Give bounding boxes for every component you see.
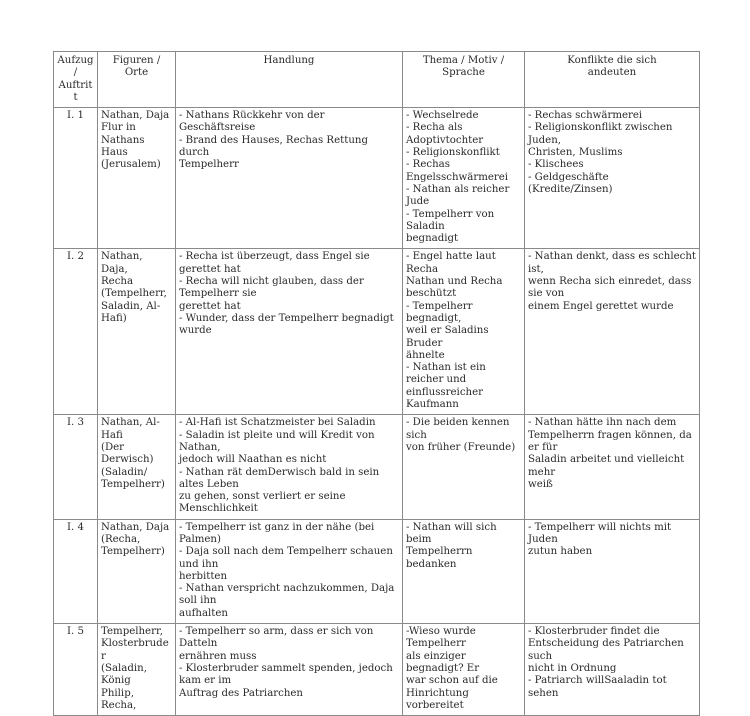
table-row — [54, 108, 700, 249]
text-line: andeuten — [587, 67, 637, 79]
header-konflikte — [525, 52, 700, 108]
text-line: - Klischees — [528, 159, 584, 171]
header-aufzug — [54, 52, 98, 108]
document-page — [53, 51, 699, 716]
cell-figuren — [98, 108, 176, 249]
text-line: Tempelherr, — [101, 626, 163, 638]
text-line: Handlung — [263, 55, 315, 66]
text-line: Tempelherrn fragen können, da er für — [528, 429, 692, 453]
text-line: (Tempelherr, — [101, 288, 167, 300]
text-line: Auftrag des Patriarchen — [179, 687, 303, 699]
text-line: beschützt — [406, 288, 457, 300]
text-line: - Al-Hafi ist Schatzmeister bei Saladin — [179, 417, 376, 429]
text-line: Flur in Nathans — [101, 122, 145, 146]
text-line: Aufzug / — [57, 55, 94, 79]
cell-thema — [403, 624, 525, 716]
text-line: Recha — [101, 276, 134, 288]
text-line: - Geldgeschäfte (Kredite/Zinsen) — [528, 171, 613, 195]
text-line: Philip, Recha, — [101, 687, 137, 711]
text-line: ernähren muss — [179, 650, 257, 662]
text-line: - Die beiden kennen sich — [406, 417, 510, 441]
cell-konflikte — [525, 415, 700, 519]
text-line: - Patriarch willSaaladin tot sehen — [528, 675, 667, 699]
header-figuren — [98, 52, 176, 108]
text-line: - Nathan denkt, dass es schlecht ist, — [528, 251, 696, 275]
text-line: - Nathan ist ein reicher und — [406, 362, 486, 386]
text-line: einflussreicher Kaufmann — [406, 386, 483, 411]
text-line: gerettet hat — [179, 300, 241, 312]
text-line: Saladin arbeitet und vielleicht mehr — [528, 454, 685, 478]
text-line: Saladin, Al- — [101, 300, 161, 312]
cell-figuren — [98, 519, 176, 623]
cell-konflikte — [525, 249, 700, 415]
text-line: - Daja soll nach dem Tempelherr schauen und ihn — [179, 546, 393, 570]
text-line: Engelsschwärmerei — [406, 171, 509, 183]
text-line: - Nathan verspricht nachzukommen, Daja soll ihn — [179, 583, 395, 607]
text-line: - Nathan will sich beim — [406, 521, 497, 545]
text-line: jedoch will Naathan es nicht — [179, 454, 327, 466]
cell-handlung — [176, 519, 403, 623]
text-line: - Tempelherr ist ganz in der nähe (bei Palmen) — [179, 521, 375, 545]
text-line: Orte — [124, 67, 149, 79]
text-line: - Rechas schwärmerei — [528, 110, 643, 122]
text-line: nicht in Ordnung — [528, 662, 617, 674]
text-line: einem Engel gerettet wurde — [528, 300, 674, 312]
text-line: Figuren / — [112, 55, 161, 66]
cell-thema — [403, 519, 525, 623]
text-line: von früher (Freunde) — [406, 441, 516, 453]
cell-handlung — [176, 249, 403, 415]
cell-konflikte — [525, 624, 700, 716]
cell-handlung — [176, 415, 403, 519]
text-line: Entscheidung des Patriarchen such — [528, 638, 684, 662]
text-line: Tempelherr — [179, 159, 239, 171]
text-line: Tempelherr) — [101, 546, 165, 558]
text-line: Thema / Motiv / — [422, 55, 505, 66]
table-row — [54, 249, 700, 415]
cell-aufzug: I. 4 — [54, 519, 98, 623]
text-line: -Wieso wurde Tempelherr — [406, 626, 476, 650]
text-line: - Klosterbruder sammelt spenden, jedoch kam er im — [179, 662, 393, 687]
text-line: - Wechselrede — [406, 110, 479, 122]
text-line: - Tempelherr will nichts mit Juden — [528, 521, 672, 545]
text-line: - Nathan rät demDerwisch bald in sein altes Leben — [179, 466, 380, 490]
text-line: Konflikte die sich — [567, 55, 657, 66]
text-line: (Saladin, König — [101, 662, 147, 687]
text-line: zutun haben — [528, 546, 593, 558]
text-line: weiß — [528, 478, 553, 490]
cell-thema — [403, 249, 525, 415]
cell-figuren — [98, 415, 176, 519]
cell-figuren — [98, 249, 176, 415]
cell-aufzug: I. 1 — [54, 108, 98, 249]
text-line: Nathan und Recha — [406, 276, 503, 288]
text-line: Haus — [101, 147, 128, 159]
text-line: - Saladin ist pleite und will Kredit von Nathan, — [179, 429, 375, 453]
text-line: - Tempelherr von Saladin — [406, 208, 495, 232]
cell-thema — [403, 415, 525, 519]
table-row — [54, 624, 700, 716]
text-line: - Tempelherr so arm, dass er sich von Datteln — [179, 626, 374, 650]
cell-aufzug: I. 5 — [54, 624, 98, 716]
text-line: - Recha will nicht glauben, dass der Tempelherr sie — [179, 276, 364, 300]
text-line: - Wunder, dass der Tempelherr begnadigt wurde — [179, 312, 394, 337]
text-line: Tempelherr) — [101, 478, 165, 490]
cell-aufzug: I. 2 — [54, 249, 98, 415]
text-line: - Nathan hätte ihn nach dem — [528, 417, 677, 429]
text-line: Nathan, Al-Hafi — [101, 417, 160, 441]
text-line: (Saladin/ — [101, 466, 148, 478]
text-line: - Religionskonflikt — [406, 147, 500, 159]
text-line: als einziger begnadigt? Er — [406, 650, 480, 674]
text-line: - Brand des Hauses, Rechas Rettung durch — [179, 134, 368, 159]
text-line: - Nathans Rückkehr von der Geschäftsreise — [179, 110, 325, 134]
table-row — [54, 519, 700, 623]
cell-figuren — [98, 624, 176, 716]
header-handlung — [176, 52, 403, 108]
text-line: - Nathan als reicher Jude — [406, 183, 510, 208]
text-line: (Der Derwisch) — [101, 441, 154, 466]
cell-konflikte — [525, 108, 700, 249]
text-line: Sprache — [442, 67, 485, 79]
text-line: ähnelte — [406, 349, 445, 361]
text-line: aufhalten — [179, 607, 228, 619]
header-row — [54, 52, 700, 108]
text-line: - Recha als Adoptivtochter — [406, 122, 484, 146]
cell-thema — [403, 108, 525, 249]
text-line: - Klosterbruder findet die — [528, 626, 660, 638]
text-line: Tempelherrn bedanken — [406, 546, 473, 570]
text-line: zu gehen, sonst verliert er seine Menschlichkeit — [179, 491, 346, 515]
cell-handlung — [176, 108, 403, 249]
text-line: Klosterbruder — [101, 638, 169, 662]
text-line: herbitten — [179, 570, 228, 582]
header-thema — [403, 52, 525, 108]
text-line: - Religionskonflikt zwischen Juden, — [528, 122, 673, 146]
text-line: - Engel hatte laut Recha — [406, 251, 496, 275]
text-line: war schon auf die — [406, 675, 498, 687]
cell-handlung — [176, 624, 403, 716]
text-line: wenn Recha sich einredet, dass sie von — [528, 276, 692, 300]
text-line: - Rechas — [406, 159, 450, 171]
scene-analysis-table — [53, 51, 700, 716]
text-line: - Tempelherr begnadigt, — [406, 300, 473, 324]
text-line: Christen, Muslims — [528, 147, 623, 159]
text-line: weil er Saladins Bruder — [406, 325, 489, 349]
text-line: - Recha ist überzeugt, dass Engel sie gerettet hat — [179, 251, 370, 275]
text-line: Auftritt — [58, 79, 93, 103]
text-line: Hafi) — [101, 312, 127, 324]
cell-aufzug: I. 3 — [54, 415, 98, 519]
text-line: Hinrichtung vorbereitet — [406, 687, 469, 711]
text-line: (Recha, — [101, 533, 141, 545]
text-line: begnadigt — [406, 233, 459, 245]
text-line: Nathan, Daja, — [101, 251, 143, 275]
text-line: Nathan, Daja — [101, 521, 170, 533]
text-line: (Jerusalem) — [101, 159, 161, 171]
cell-konflikte — [525, 519, 700, 623]
text-line: Nathan, Daja — [101, 110, 170, 122]
table-row — [54, 415, 700, 519]
